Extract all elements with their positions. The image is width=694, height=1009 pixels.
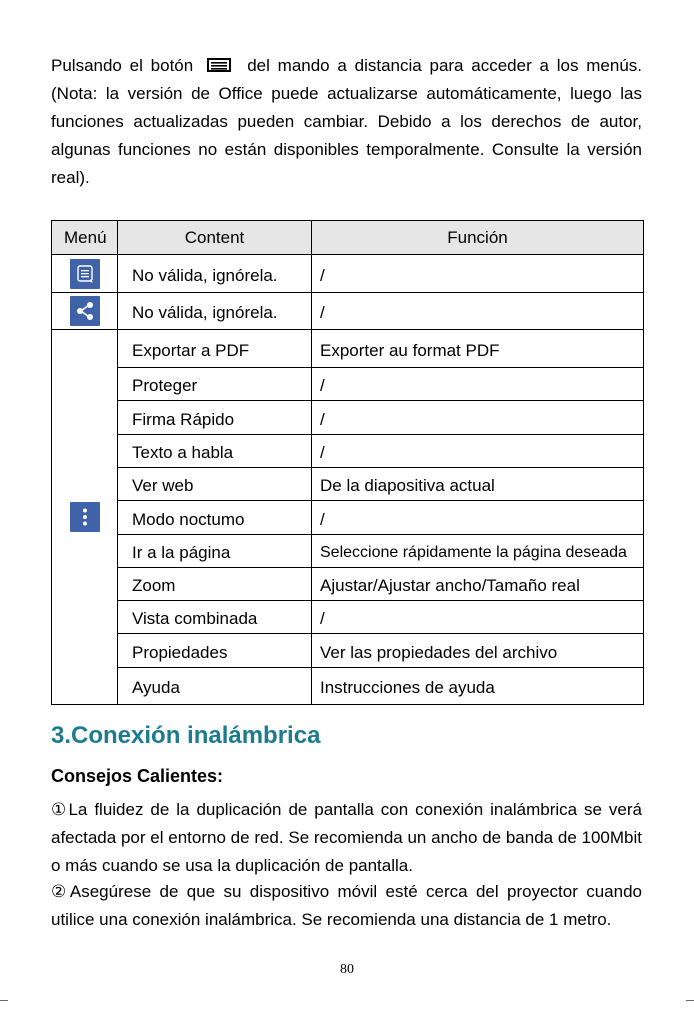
function-cell: / — [312, 255, 644, 293]
page-number: 80 — [340, 962, 354, 977]
content-cell: Ir a la página — [118, 535, 312, 568]
table-row — [52, 668, 644, 705]
content-cell: No válida, ignórela. — [118, 293, 312, 330]
crop-mark — [686, 1000, 694, 1001]
share-icon — [70, 296, 100, 326]
tip-paragraph: ②Asegúrese de que su dispositivo móvil esté cerca del proyector cuando utilice una conexión inalámbrica. Se recomienda una distancia de 1 metro. — [51, 882, 642, 929]
table-row — [52, 601, 644, 634]
header-function: Función — [312, 221, 644, 255]
notes-icon — [70, 259, 100, 289]
content-cell: Texto a habla — [118, 435, 312, 468]
function-cell: Exporter au format PDF — [312, 330, 644, 368]
menu-icon — [207, 58, 231, 72]
intro-paragraph — [51, 52, 642, 192]
table-row — [52, 255, 644, 293]
content-cell: Ayuda — [118, 668, 312, 705]
section-title: 3.Conexión inalámbrica — [51, 722, 321, 749]
table-row — [52, 468, 644, 501]
content-cell: Zoom — [118, 568, 312, 601]
content-cell: Propiedades — [118, 634, 312, 668]
menu-icon-cell — [52, 293, 118, 330]
table-row — [52, 401, 644, 435]
more-vertical-icon — [70, 502, 100, 532]
menu-icon-cell — [52, 330, 118, 705]
content-cell: Modo noctumo — [118, 501, 312, 535]
function-cell: Seleccione rápidamente la página deseada — [312, 535, 644, 568]
table-row — [52, 368, 644, 401]
function-cell: Ver las propiedades del archivo — [312, 634, 644, 668]
function-cell: / — [312, 368, 644, 401]
table-row — [52, 435, 644, 468]
content-cell: Vista combinada — [118, 601, 312, 634]
function-cell: / — [312, 435, 644, 468]
content-cell: Ver web — [118, 468, 312, 501]
section-subtitle: Consejos Calientes: — [51, 766, 224, 786]
intro-text-after: del mando a distancia para acceder a los menús. (Nota: la versión de Office puede actualizarse automáticamente, luego las funciones actualizadas pueden cambiar. Debido a los derechos de autor, algunas funciones no están disponibles temporalmente. Consulte la versión real). — [51, 56, 642, 187]
table-row — [52, 634, 644, 668]
function-cell: Ajustar/Ajustar ancho/Tamaño real — [312, 568, 644, 601]
content-cell: Exportar a PDF — [118, 330, 312, 368]
table-row — [52, 501, 644, 535]
function-cell: Instrucciones de ayuda — [312, 668, 644, 705]
content-cell: Firma Rápido — [118, 401, 312, 435]
table-row — [52, 293, 644, 330]
content-cell: No válida, ignórela. — [118, 255, 312, 293]
table-row — [52, 568, 644, 601]
function-cell: / — [312, 293, 644, 330]
content-cell: Proteger — [118, 368, 312, 401]
tip-paragraph: ①La fluidez de la duplicación de pantalla con conexión inalámbrica se verá afectada por el entorno de red. Se recomienda un ancho de banda de 100Mbit o más cuando se usa la duplicación de pantalla. — [51, 800, 642, 875]
intro-text-before: Pulsando el botón — [51, 56, 194, 75]
table-row — [52, 535, 644, 568]
menu-icon-cell — [52, 255, 118, 293]
table-row — [52, 330, 644, 368]
function-cell: / — [312, 601, 644, 634]
menu-table — [51, 220, 644, 705]
function-cell: / — [312, 501, 644, 535]
crop-mark — [0, 1000, 8, 1001]
header-menu: Menú — [52, 221, 118, 255]
function-cell: De la diapositiva actual — [312, 468, 644, 501]
header-content: Content — [118, 221, 312, 255]
function-cell: / — [312, 401, 644, 435]
table-header-row — [52, 221, 644, 255]
